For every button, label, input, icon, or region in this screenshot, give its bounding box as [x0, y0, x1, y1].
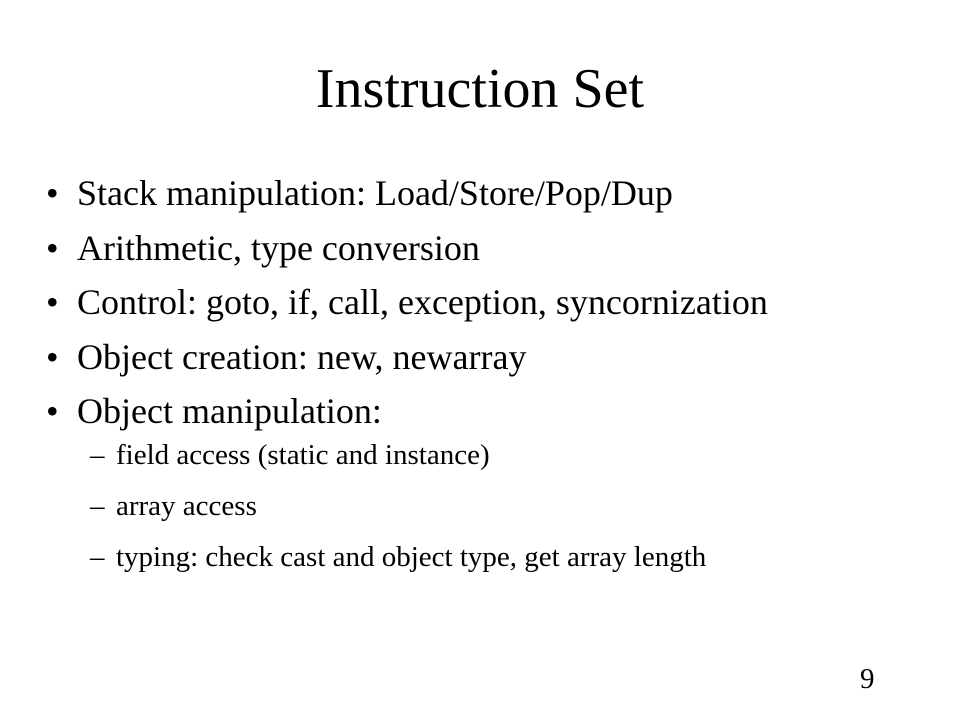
sub-bullet-marker: –	[90, 541, 105, 573]
bullet-list	[46, 166, 768, 439]
bullet-marker: •	[46, 282, 59, 322]
bullet-marker: •	[46, 391, 59, 431]
sub-bullet-marker: –	[90, 490, 105, 522]
sub-bullet-marker: –	[90, 439, 105, 471]
sub-bullet-item	[90, 532, 706, 583]
bullet-item	[46, 330, 768, 385]
bullet-text: Object manipulation:	[77, 391, 382, 431]
sub-bullet-text: array access	[116, 490, 257, 522]
sub-bullet-list	[90, 430, 706, 583]
sub-bullet-item	[90, 481, 706, 532]
bullet-item	[46, 275, 768, 330]
bullet-marker: •	[46, 227, 59, 268]
bullet-text: Stack manipulation: Load/Store/Pop/Dup	[77, 173, 673, 213]
sub-bullet-text: field access (static and instance)	[116, 439, 490, 471]
bullet-item	[46, 221, 768, 276]
bullet-item	[46, 166, 768, 221]
page-number: 9	[860, 663, 875, 695]
bullet-text: Arithmetic, type conversion	[77, 227, 480, 268]
bullet-text: Object creation: new, newarray	[77, 336, 527, 377]
sub-bullet-text: typing: check cast and object type, get array length	[116, 541, 707, 573]
slide-title: Instruction Set	[315, 58, 645, 120]
sub-bullet-item	[90, 430, 706, 481]
bullet-marker: •	[46, 336, 59, 377]
bullet-marker: •	[46, 173, 59, 213]
bullet-text: Control: goto, if, call, exception, syncornization	[77, 282, 768, 322]
